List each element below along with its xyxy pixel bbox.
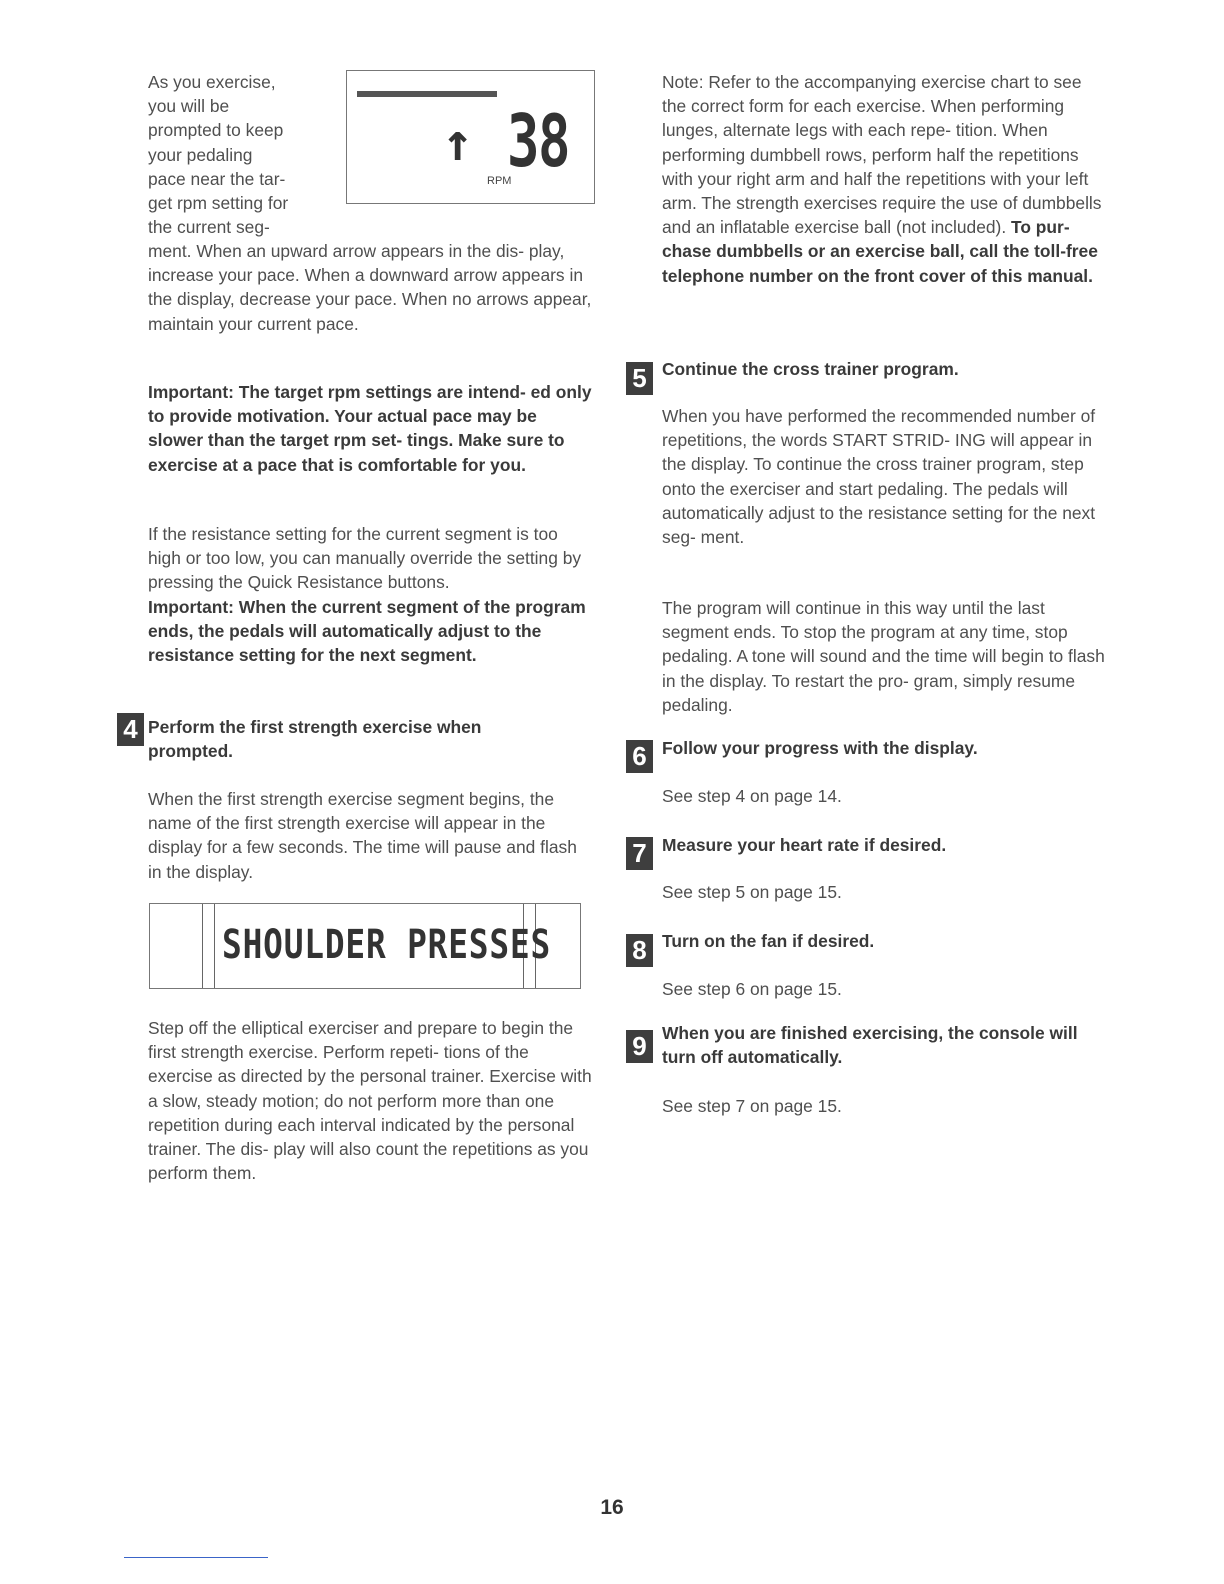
step-9-badge: 9 [626,1030,653,1063]
step-8-text: See step 6 on page 15. [662,979,842,999]
up-arrow-icon: ↑ [442,113,474,173]
display-divider [202,904,203,988]
step-8-title: Turn on the fan if desired. [662,931,875,951]
step-5-text: When you have performed the recommended number of repetitions, the words START STRID- ING will appear in the display. To continue the cross trainer program, step onto the exerciser and start pedaling. The pedals will automatically adjust to the resistance setting for the next seg- ment. [662,406,1096,548]
step-6-text: See step 4 on page 14. [662,786,842,806]
rpm-unit: RPM [487,175,512,187]
page-number: 16 [600,1496,624,1519]
intro-lines [148,70,338,239]
step-5-title: Continue the cross trainer program. [662,359,959,379]
segment-bar [357,91,497,97]
intro-line: As you exercise, [148,72,276,92]
step-6-title: Follow your progress with the display. [662,738,978,758]
rpm-display [346,70,595,204]
exercise-name: SHOULDER PRESSES [222,922,552,968]
resistance-text: If the resistance setting for the current segment is too high or too low, you can manually override the setting by pressing the Quick Resistance buttons. [148,524,582,593]
exercise-display [149,903,581,989]
intro-line: prompted to keep [148,120,284,141]
step-4-text: When the first strength exercise segment begins, the name of the first strength exercise will appear in the display for a few seconds. The time will pause and flash in the display. [148,789,577,882]
step-6-badge: 6 [626,740,653,773]
display-divider [214,904,215,988]
step-7-badge: 7 [626,837,653,870]
step-4-badge: 4 [117,713,144,746]
step-8-badge: 8 [626,934,653,967]
intro-line: you will be [148,96,230,117]
footer-rule [124,1557,268,1558]
step-4-text-2: Step off the elliptical exerciser and prepare to begin the first strength exercise. Perform repeti- tions of the exercise as directed by the personal trainer. Exercise with a slow, steady motion; do not perform more than one repetition during each interval indicated by the personal trainer. The dis- play will also count the repetitions as you perform them. [148,1018,592,1184]
step-7-text: See step 5 on page 15. [662,882,842,902]
rpm-value: 38 [507,99,570,183]
intro-line: your pedaling [148,144,253,165]
important-note-resistance: Important: When the current segment of the program ends, the pedals will automatically adjust to the resistance setting for the next segment. [148,596,586,666]
important-note-rpm: Important: The target rpm settings are intend- ed only to provide motivation. Your actual pace may be slower than the target rpm set- tings. Make sure to exercise at a pace that is comfortable for you. [148,382,592,475]
step-9-title: When you are finished exercising, the console will turn off automatically. [662,1023,1078,1068]
note-text [662,70,1107,288]
intro-rest: ment. When an upward arrow appears in the dis- play, increase your pace. When a downward arrow appears in the display, decrease your pace. When no arrows appear, maintain your current pace. [148,241,592,334]
intro-line: the current seg- [148,217,270,238]
step-4-title: Perform the first strength exercise when prompted. [148,717,482,762]
step-7-title: Measure your heart rate if desired. [662,835,947,855]
note-bold: To pur- chase dumbbells or an exercise ball, call the toll-free telephone number on the front cover of this manual. [662,217,1098,286]
step-5-text-2: The program will continue in this way until the last segment ends. To stop the program at any time, stop pedaling. A tone will sound and the time will begin to flash in the display. To restart the pro- gram, simply resume pedaling. [662,598,1105,715]
step-5-badge: 5 [626,362,653,395]
intro-line: get rpm setting for [148,193,289,214]
note-regular: Note: Refer to the accompanying exercise chart to see the correct form for each exercise. When performing lunges, alternate legs with each repe- tition. When performing dumbbell rows, perform half the repetitions with your right arm and half the repetitions with your left arm. The strength exercises require the use of dumbbells and an inflatable exercise ball (not included). [662,72,1102,238]
step-9-text: See step 7 on page 15. [662,1096,842,1116]
intro-line: pace near the tar- [148,168,286,189]
